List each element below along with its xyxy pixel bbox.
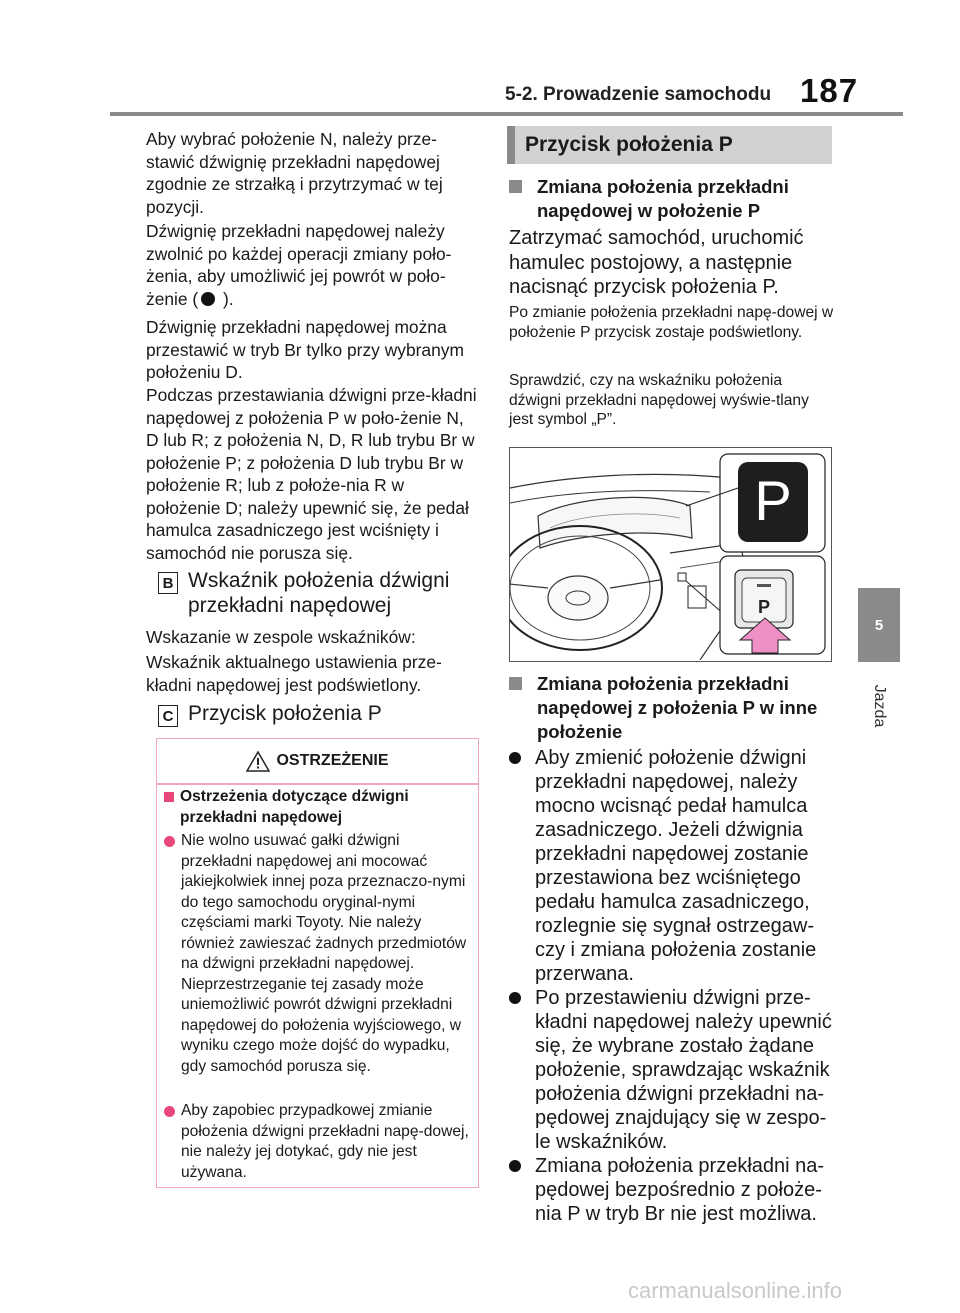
paragraph: Dźwignię przekładni napędowej można przestawić w tryb Br tylko przy wybranym położeniu D.: [146, 317, 464, 382]
warning-item: [164, 831, 474, 1077]
bullet-icon: [164, 836, 175, 847]
label-marker-b: B: [158, 572, 178, 594]
subsection-heading-text: Zmiana położenia przekładni napędowej z położenia P w inne położenie: [537, 673, 818, 742]
paragraph: Wskazanie w zespole wskaźników:: [146, 627, 416, 647]
paragraph: [146, 220, 481, 310]
bullet-icon: [509, 992, 521, 1004]
heading-square-icon: [509, 180, 522, 193]
page-number: 187: [800, 72, 859, 109]
paragraph-text: ).: [223, 288, 234, 309]
chapter-tab: [858, 588, 900, 662]
p-indicator-letter: P: [754, 469, 792, 532]
bullet-icon: [509, 1160, 521, 1172]
subheading-b: [158, 569, 488, 618]
warning-section: [164, 787, 474, 828]
warning-divider: [157, 783, 478, 785]
label-marker-c: C: [158, 705, 178, 727]
bullet-item: [509, 986, 834, 1154]
paragraph: Zatrzymać samochód, uruchomić hamulec postojowy, a następnie nacisnąć przycisk położenia P.: [509, 227, 804, 298]
warning-item-text: Aby zapobiec przypadkowej zmianie położenia dźwigni przekładni napę-dowej, nie należy jej dotykać, gdy nie jest używana.: [181, 1102, 469, 1181]
paragraph: Sprawdzić, czy na wskaźniku położenia dźwigni przekładni napędowej wyświe-tlany jest symbol „P”.: [509, 372, 809, 428]
chapter-label: [858, 676, 900, 736]
running-header: 5-2. Prowadzenie samochodu: [505, 84, 772, 105]
heading-square-icon: [509, 677, 522, 690]
bullet-text: Po przestawieniu dźwigni prze-kładni napędowej należy upewnić się, że wybrane zostało żądane położenie, sprawdzając wskaźnik położenia dźwigni przekładni na-pędowej znajdujący się w zespo-le wskaźników.: [535, 987, 832, 1153]
chapter-number: 5: [874, 616, 884, 634]
section-square-icon: [164, 792, 174, 802]
paragraph: Po zmianie położenia przekładni napę-dowej w położenie P przycisk zostaje podświetlony.: [509, 304, 834, 341]
warning-item: [164, 1101, 474, 1183]
warning-header: [157, 739, 478, 783]
subheading-text: Wskaźnik położenia dźwigni przekładni napędowej: [188, 569, 450, 617]
header-rule: [110, 112, 903, 116]
park-position-dot-icon: [201, 292, 215, 306]
paragraph: Aby wybrać położenie N, należy prze-stawić dźwignię przekładni napędowej zgodnie ze strzałką i przytrzymać w tej pozycji.: [146, 129, 443, 217]
section-title-bar: [507, 126, 832, 164]
bullet-item: [509, 746, 834, 986]
subheading-text: Przycisk położenia P: [188, 702, 382, 725]
warning-item-text: Nie wolno usuwać gałki dźwigni przekładni napędowej ani mocować jakiejkolwiek innej poza przeznaczo-nymi do tego samochodu oryginal-nymi częściami marki Toyoty. Nie należy również zawieszać żadnych przedmiotów na dźwigni przekładni napędowej. Nieprzestrzeganie tej zasady może uniemożliwić powrót dźwigni przekładni napędowej do położenia wyjściowego, w wyniku czego może dojść do wypadku, gdy samochód porusza się.: [181, 832, 467, 1075]
warning-triangle-icon: [246, 751, 270, 772]
dashboard-illustration: [510, 448, 830, 660]
subsection-heading: [509, 672, 834, 744]
bullet-icon: [509, 752, 521, 764]
paragraph: Wskaźnik aktualnego ustawienia prze-kładni napędowej jest podświetlony.: [146, 652, 442, 695]
p-button-letter: P: [757, 597, 771, 617]
bullet-text: Aby zmienić położenie dźwigni przekładni napędowej, należy mocno wcisnąć pedał hamulca zasadniczego. Jeżeli dźwignia przekładni napędowej zostanie przestawiona bez wciśniętego pedału hamulca zasadniczego, rozlegnie się sygnał ostrzegaw-czy i zmiana położenia zostanie przerwana.: [535, 747, 817, 985]
dashboard-figure: [509, 447, 832, 662]
section-bar-accent: [507, 126, 515, 164]
paragraph-text: Dźwignię przekładni napędowej należy zwolnić po każdej operacji zmiany poło-żenia, aby umożliwić jej powrót w poło-żenie (: [146, 221, 452, 309]
warning-section-title: Ostrzeżenia dotyczące dźwigni przekładni napędowej: [180, 788, 409, 826]
chapter-label-text: Jazda: [871, 684, 888, 728]
section-title: Przycisk położenia P: [525, 133, 733, 156]
bullet-item: [509, 1154, 834, 1226]
subsection-heading: [509, 175, 834, 223]
bullet-text: Zmiana położenia przekładni na-pędowej bezpośrednio z położe-nia P w tryb Br nie jest możliwa.: [535, 1155, 825, 1225]
warning-title: OSTRZEŻENIE: [276, 752, 389, 769]
subheading-c: [158, 702, 488, 727]
watermark: carmanualsonline.info: [628, 1278, 843, 1303]
subsection-heading-text: Zmiana położenia przekładni napędowej w położenie P: [537, 176, 789, 221]
bullet-icon: [164, 1106, 175, 1117]
paragraph: Podczas przestawiania dźwigni prze-kładni napędowej z położenia P w poło-żenie N, D lub R; z położenia N, D, R lub trybu Br w położenie P; z położenia D lub trybu Br w położenie R; lub z położe-nia R w położenie D; należy upewnić się, że pedał hamulca zasadniczego jest wciśnięty i samochód nie porusza się.: [146, 385, 477, 563]
